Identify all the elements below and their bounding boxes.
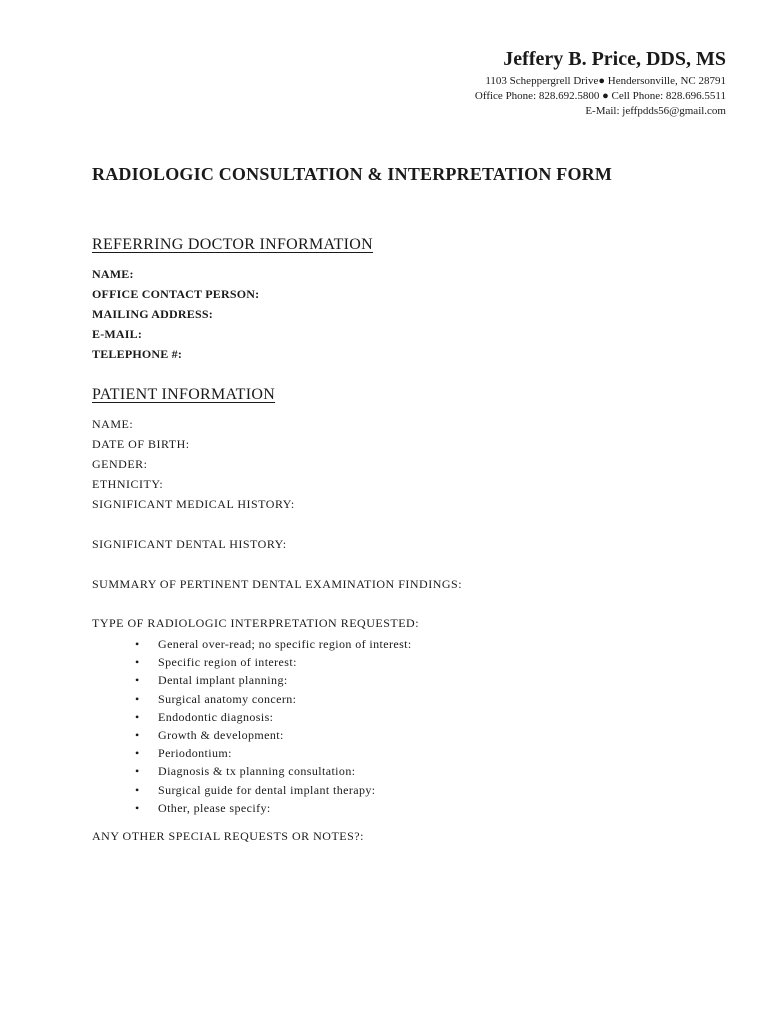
referring-doctor-heading: REFERRING DOCTOR INFORMATION — [92, 236, 374, 253]
referring-contact-field: OFFICE CONTACT PERSON: — [92, 287, 260, 301]
referring-address-field: MAILING ADDRESS: — [92, 307, 213, 321]
bullet-icon: • — [135, 782, 140, 797]
list-item — [132, 726, 419, 744]
notes-label: ANY OTHER SPECIAL REQUESTS OR NOTES?: — [92, 829, 364, 843]
letterhead — [475, 46, 726, 119]
list-item — [132, 762, 419, 780]
referring-email-field: E-MAIL: — [92, 327, 143, 341]
bullet-icon: • — [135, 746, 140, 761]
list-item — [132, 744, 419, 762]
list-item — [132, 708, 419, 726]
bullet-icon: • — [135, 764, 140, 779]
patient-heading: PATIENT INFORMATION — [92, 386, 276, 403]
bullet-icon: • — [135, 800, 140, 815]
patient-name-field: NAME: — [92, 417, 134, 431]
bullet-icon: • — [135, 691, 140, 706]
list-item-label: Surgical guide for dental implant therapy: — [158, 782, 376, 797]
referring-name-field: NAME: — [92, 267, 134, 281]
dental-history-label: SIGNIFICANT DENTAL HISTORY: — [92, 537, 287, 551]
patient-ethnicity-field: ETHNICITY: — [92, 477, 164, 491]
list-item-label: Surgical anatomy concern: — [158, 691, 297, 706]
patient-dob-field: DATE OF BIRTH: — [92, 437, 190, 451]
doctor-address: 1103 Scheppergrell Drive● Hendersonville, NC 28791 — [485, 75, 726, 87]
list-item-label: Specific region of interest: — [158, 655, 297, 670]
list-item-label: Diagnosis & tx planning consultation: — [158, 764, 356, 779]
referring-telephone-field: TELEPHONE #: — [92, 347, 183, 361]
form-title: RADIOLOGIC CONSULTATION & INTERPRETATION FORM — [92, 164, 613, 184]
list-item — [132, 690, 419, 708]
list-item-label: Periodontium: — [158, 746, 232, 761]
list-item-label: Growth & development: — [158, 728, 284, 743]
patient-section — [92, 386, 295, 514]
doctor-phones: Office Phone: 828.692.5800 ● Cell Phone: 828.696.5511 — [474, 90, 726, 102]
list-item-label: Endodontic diagnosis: — [158, 709, 274, 724]
doctor-name: Jeffery B. Price, DDS, MS — [503, 48, 726, 70]
list-item-label: Dental implant planning: — [158, 673, 288, 688]
bullet-icon: • — [135, 709, 140, 724]
patient-medical-history-field: SIGNIFICANT MEDICAL HISTORY: — [92, 497, 295, 511]
list-item — [132, 653, 419, 671]
list-item — [132, 799, 419, 817]
list-item — [132, 671, 419, 689]
list-item-label: Other, please specify: — [158, 800, 271, 815]
list-item — [132, 635, 419, 653]
doctor-email: E-Mail: jeffpdds56@gmail.com — [585, 105, 726, 117]
interpretation-list — [92, 635, 419, 817]
bullet-icon: • — [135, 728, 140, 743]
exam-findings-label: SUMMARY OF PERTINENT DENTAL EXAMINATION FINDINGS: — [92, 577, 463, 591]
referring-doctor-section — [92, 236, 373, 364]
list-item — [132, 781, 419, 799]
bullet-icon: • — [135, 673, 140, 688]
bullet-icon: • — [135, 637, 140, 651]
bullet-icon: • — [135, 655, 140, 670]
interpretation-label: TYPE OF RADIOLOGIC INTERPRETATION REQUESTED: — [92, 616, 420, 630]
interpretation-section — [92, 616, 419, 817]
list-item-label: General over-read; no specific region of interest: — [158, 637, 412, 651]
patient-gender-field: GENDER: — [92, 457, 148, 471]
